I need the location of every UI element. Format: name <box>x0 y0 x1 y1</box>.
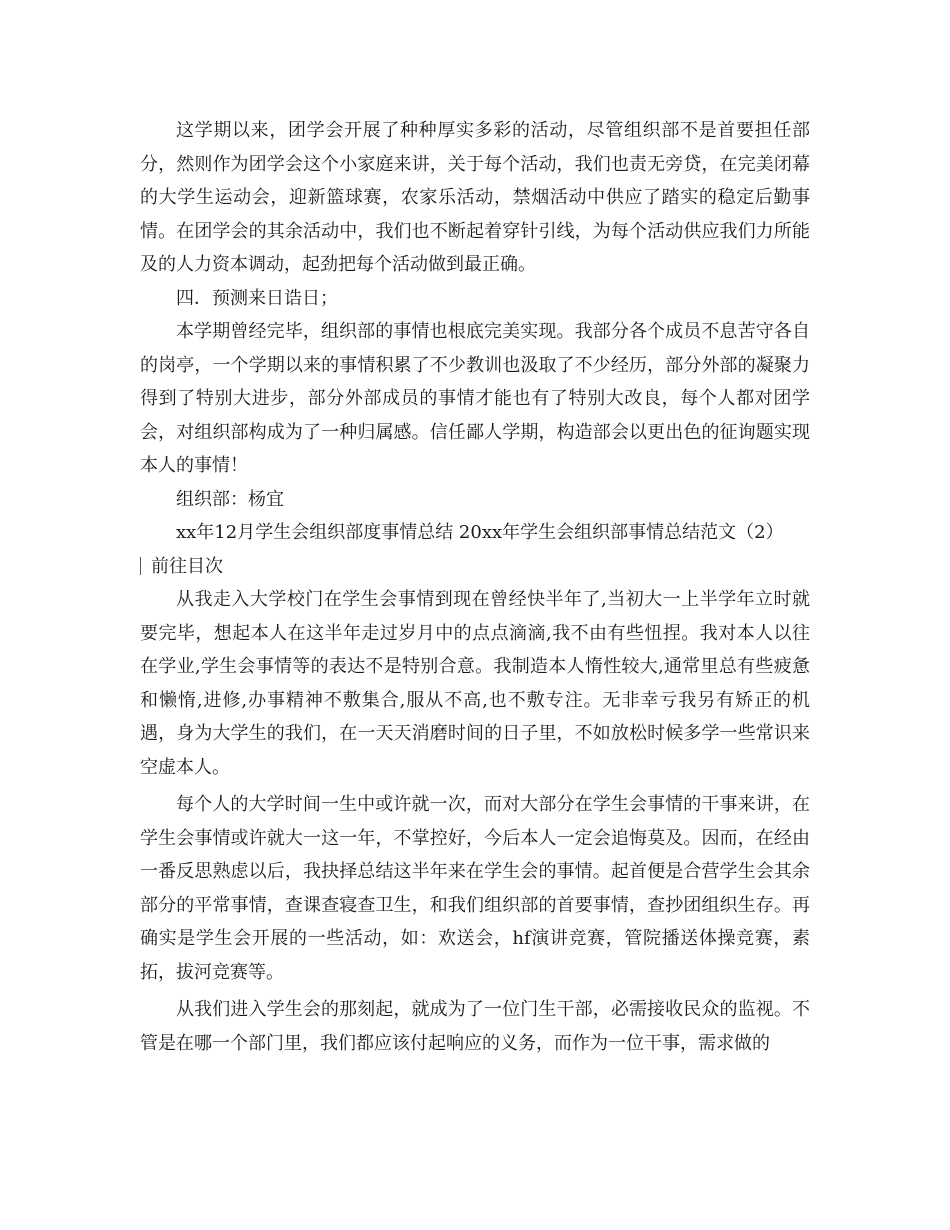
paragraph-signature: 组织部：杨宜 <box>176 488 284 510</box>
paragraph-section-four: 四．预测来日诰日； <box>176 287 338 309</box>
back-to-toc-link[interactable]: 前往目次 <box>151 555 223 577</box>
paragraph-cadre-duty: 从我们进入学生会的那刻起，就成为了一位门生干部，必需接收民众的监视。不管是在哪一个部门里，我们都应该付起响应的义务，而作为一位干事，需求做的 <box>140 999 810 1054</box>
toc-divider <box>140 557 141 575</box>
toc-line <box>140 550 810 584</box>
paragraph-reflection: 从我走入大学校门在学生会事情到现在曾经快半年了,当初大一上半学年立时就要完毕，想起本人在这半年走过岁月中的点点滴滴,我不由有些忸捏。我对本人以往在学业,学生会事情等的表达不是特别合意。我制造本人惰性较大,通常里总有些疲惫和懒惰,进修,办事精神不敷集合,服从不高,也不敷专注。无非幸亏我另有矫正的机遇，身为大学生的我们，在一天天消磨时间的日子里，不如放松时候多学一些常识来空虚本人。 <box>140 589 810 778</box>
paragraph-article-title: xx年12月学生会组织部度事情总结 20xx年学生会组织部事情总结范文（2） <box>176 522 784 543</box>
document-body <box>140 114 810 1060</box>
paragraph-activities: 这学期以来，团学会开展了种种厚实多彩的活动，尽管组织部不是首要担任部分，然则作为团学会这个小家庭来讲，关于每个活动，我们也责无旁贷，在完美闭幕的大学生运动会，迎新篮球赛，农家乐活动，禁烟活动中供应了踏实的稳定后勤事情。在团学会的其余活动中，我们也不断起着穿针引线，为每个活动供应我们力所能及的人力资本调动，起劲把每个活动做到最正确。 <box>140 120 810 275</box>
paragraph-work-review: 每个人的大学时间一生中或许就一次，而对大部分在学生会事情的干事来讲，在学生会事情或许就大一这一年，不掌控好，今后本人一定会追悔莫及。因而，在经由一番反思熟虑以后，我抉择总结这半年来在学生会的事情。起首便是合营学生会其余部分的平常事情，查课查寝查卫生，和我们组织部的首要事情，查抄团组织生存。再确实是学生会开展的一些活动，如：欢送会，hf演讲竞赛，管院播送体操竞赛，素拓，拔河竞赛等。 <box>140 794 810 983</box>
paragraph-semester-summary: 本学期曾经完毕，组织部的事情也根底完美实现。我部分各个成员不息苦守各自的岗亭，一个学期以来的事情积累了不少教训也汲取了不少经历，部分外部的凝聚力得到了特别大进步，部分外部成员的事情才能也有了特别大改良，每个人都对团学会，对组织部构成为了一种归属感。信任鄙人学期，构造部会以更出色的征询题实现本人的事情！ <box>140 321 810 476</box>
